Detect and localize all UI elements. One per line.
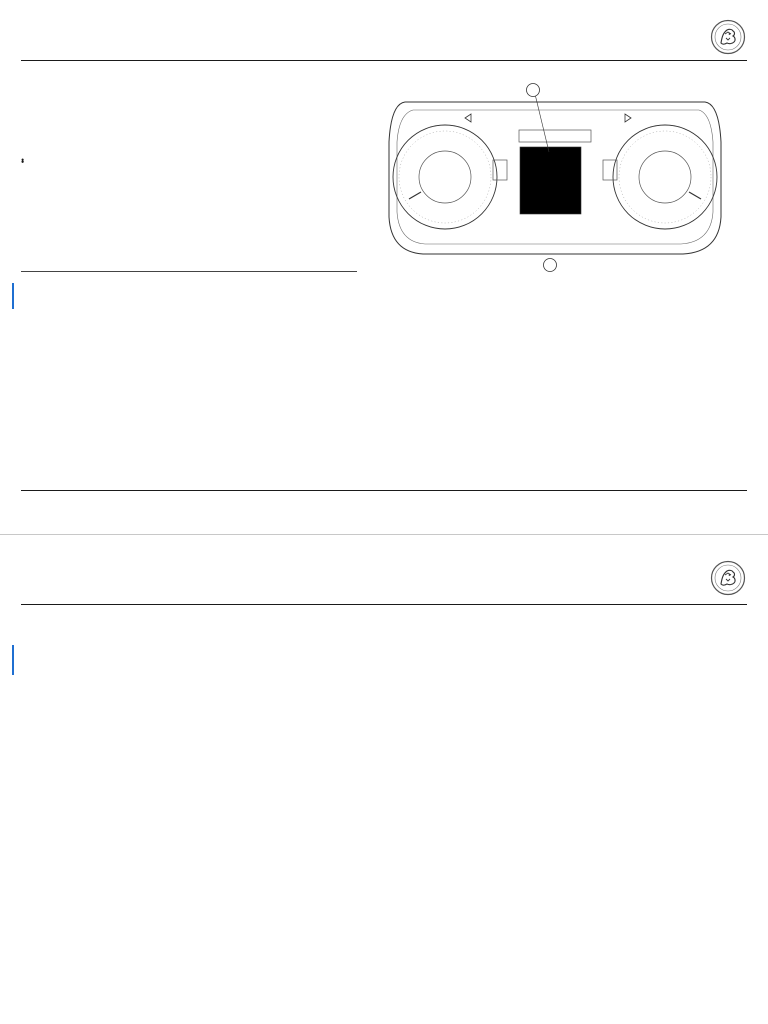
right-gauge [613,125,717,229]
scania-griffin-logo [710,560,746,596]
callout-2-circle [544,259,557,272]
header-rule [21,60,747,61]
change-bar [12,645,14,675]
upper-info-strip [519,130,591,142]
scania-wordmark-logo [619,500,747,524]
indication-types-list [21,155,357,157]
change-bar [12,283,14,309]
header-rule [21,604,747,605]
left-turn-indicator [465,114,471,122]
scania-griffin-logo [710,19,746,55]
left-gauge [393,125,497,229]
footer-rule [21,490,747,491]
manual-page-2 [0,535,768,1024]
callout-1-leader [535,94,549,152]
right-turn-indicator [625,114,631,122]
callout-1-circle [527,84,540,97]
instrument-cluster-diagram [383,82,733,272]
cluster-display-screen [520,147,581,214]
note-end-rule [21,271,357,272]
